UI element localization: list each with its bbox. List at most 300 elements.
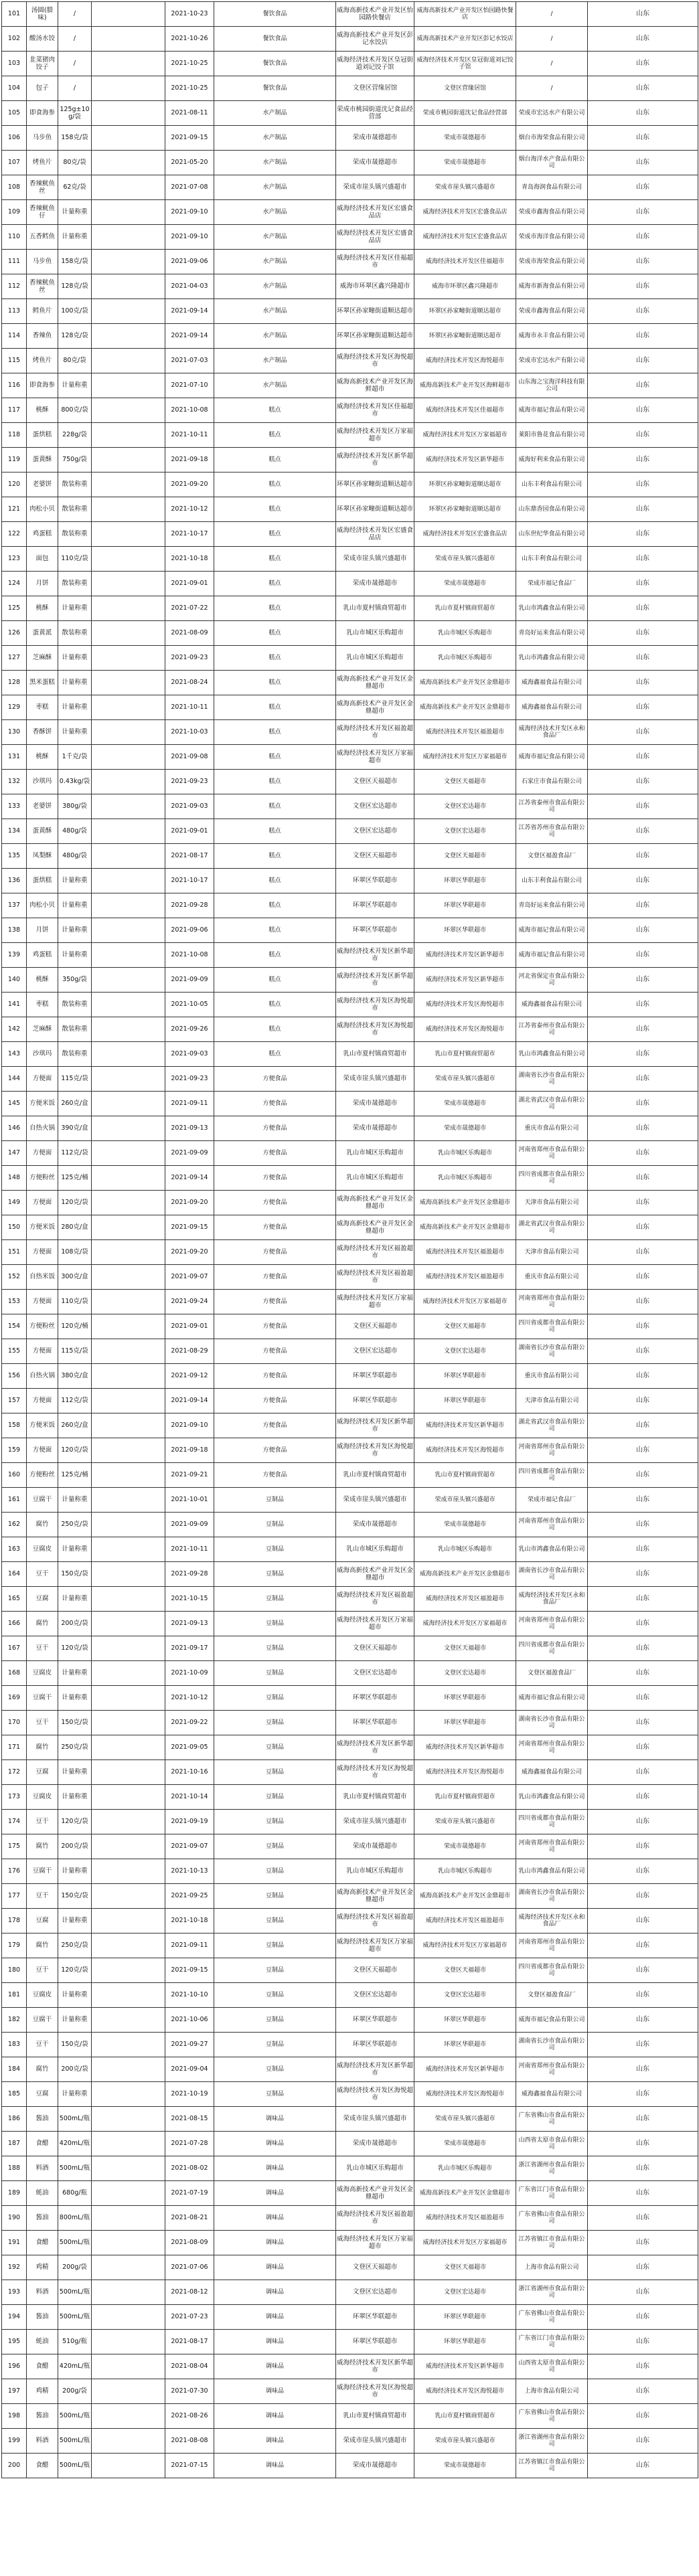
manufacturer-cell: 江苏省苏州市食品有限公司 <box>516 819 588 844</box>
manufacturer-cell: 河南省郑州市食品有限公司 <box>516 1290 588 1314</box>
table-row <box>2 52 698 76</box>
manufacturer-cell: 四川省成都市食品有限公司 <box>516 1314 588 1339</box>
sampled-unit-address-cell: 威海经济技术开发区福盈超市 <box>414 1240 516 1265</box>
blank-column-cell <box>92 1042 165 1067</box>
table-row <box>2 2033 698 2057</box>
table-row <box>2 1215 698 1240</box>
sampled-unit-cell: 荣成市崖头镇兴盛超市 <box>336 1810 414 1834</box>
sampled-unit-address-cell: 威海经济技术开发区海悦超市 <box>414 1438 516 1463</box>
blank-column-cell <box>92 646 165 671</box>
food-category-cell: 调味品 <box>214 2404 336 2429</box>
sampled-unit-address-cell: 威海高新技术产业开发区金鼎超市 <box>414 1191 516 1215</box>
sampled-unit-address-cell: 威海经济技术开发区福盈超市 <box>414 720 516 745</box>
blank-column-cell <box>92 1958 165 1983</box>
manufacturer-cell: / <box>516 76 588 101</box>
sampled-unit-address-cell: 威海经济技术开发区福盈超市 <box>414 1265 516 1290</box>
manufacturer-cell: 浙江省湖州市食品有限公司 <box>516 2280 588 2305</box>
sampled-unit-address-cell: 环翠区华联超市 <box>414 2305 516 2330</box>
province-cell: 山东 <box>588 1562 698 1587</box>
food-name-cell: 方便粉丝 <box>27 1166 58 1191</box>
food-name-cell: 老婆饼 <box>27 473 58 497</box>
blank-column-cell <box>92 1092 165 1116</box>
row-number-cell: 103 <box>2 52 27 76</box>
sampled-unit-address-cell: 文登区宏达超市 <box>414 1339 516 1364</box>
sampled-unit-cell: 环翠区华联超市 <box>336 2008 414 2033</box>
province-cell: 山东 <box>588 1884 698 1909</box>
blank-column-cell <box>92 423 165 448</box>
production-date-cell: 2021-10-08 <box>165 398 214 423</box>
table-row <box>2 1859 698 1884</box>
sampled-unit-address-cell: 乳山市城区乐购超市 <box>414 621 516 646</box>
table-row <box>2 448 698 473</box>
blank-column-cell <box>92 2 165 27</box>
manufacturer-cell: 四川省成都市食品有限公司 <box>516 1958 588 1983</box>
sampled-unit-address-cell: 荣成市桃园街道沈记食品经营部 <box>414 101 516 126</box>
sampled-unit-cell: 环翠区孙家疃街道顺达超市 <box>336 299 414 324</box>
sampled-unit-address-cell: 荣成市崖头镇兴盛超市 <box>414 547 516 572</box>
production-date-cell: 2021-07-23 <box>165 2305 214 2330</box>
row-number-cell: 133 <box>2 794 27 819</box>
table-row <box>2 200 698 225</box>
food-category-cell: 糕点 <box>214 398 336 423</box>
row-number-cell: 190 <box>2 2206 27 2231</box>
food-category-cell: 豆制品 <box>214 1513 336 1537</box>
row-number-cell: 130 <box>2 720 27 745</box>
production-date-cell: 2021-09-06 <box>165 250 214 274</box>
manufacturer-cell: 山东海之宝海洋科技有限公司 <box>516 373 588 398</box>
specification-cell: 散装称重 <box>58 1042 92 1067</box>
province-cell: 山东 <box>588 423 698 448</box>
table-row <box>2 2181 698 2206</box>
specification-cell: 200克/袋 <box>58 1834 92 1859</box>
manufacturer-cell: 威海鑫福食品有限公司 <box>516 993 588 1017</box>
sampled-unit-address-cell: 荣成市晟德超市 <box>414 1092 516 1116</box>
row-number-cell: 119 <box>2 448 27 473</box>
manufacturer-cell: 湖南省长沙市食品有限公司 <box>516 1339 588 1364</box>
row-number-cell: 109 <box>2 200 27 225</box>
food-category-cell: 调味品 <box>214 2107 336 2132</box>
food-category-cell: 豆制品 <box>214 1686 336 1711</box>
sampled-unit-cell: 威海经济技术开发区万家福超市 <box>336 745 414 770</box>
table-row <box>2 1760 698 1785</box>
table-row <box>2 1240 698 1265</box>
sampled-unit-address-cell: 威海经济技术开发区海悦超市 <box>414 2379 516 2404</box>
blank-column-cell <box>92 349 165 373</box>
province-cell: 山东 <box>588 893 698 918</box>
sampled-unit-cell: 荣成市晟德超市 <box>336 1834 414 1859</box>
row-number-cell: 113 <box>2 299 27 324</box>
table-row <box>2 695 698 720</box>
province-cell: 山东 <box>588 671 698 695</box>
blank-column-cell <box>92 225 165 250</box>
manufacturer-cell: 上海市食品有限公司 <box>516 2379 588 2404</box>
production-date-cell: 2021-09-14 <box>165 1389 214 1413</box>
province-cell: 山东 <box>588 869 698 893</box>
food-category-cell: 调味品 <box>214 2330 336 2354</box>
production-date-cell: 2021-09-01 <box>165 819 214 844</box>
province-cell: 山东 <box>588 1636 698 1661</box>
row-number-cell: 104 <box>2 76 27 101</box>
sampled-unit-address-cell: 威海经济技术开发区新华超市 <box>414 448 516 473</box>
manufacturer-cell: 湖北省武汉市食品有限公司 <box>516 1413 588 1438</box>
food-name-cell: 韭菜猪肉饺子 <box>27 52 58 76</box>
blank-column-cell <box>92 2156 165 2181</box>
sampled-unit-cell: 威海高新技术产业开发区怡园路快餐店 <box>336 2 414 27</box>
province-cell: 山东 <box>588 1983 698 2008</box>
food-name-cell: 芝麻酥 <box>27 646 58 671</box>
blank-column-cell <box>92 1735 165 1760</box>
production-date-cell: 2021-09-11 <box>165 1092 214 1116</box>
province-cell: 山东 <box>588 274 698 299</box>
food-name-cell: 枣糕 <box>27 993 58 1017</box>
manufacturer-cell: 浙江省湖州市食品有限公司 <box>516 2156 588 2181</box>
row-number-cell: 188 <box>2 2156 27 2181</box>
table-row <box>2 2305 698 2330</box>
blank-column-cell <box>92 1909 165 1934</box>
food-name-cell: 料酒 <box>27 2429 58 2454</box>
production-date-cell: 2021-09-23 <box>165 770 214 794</box>
food-category-cell: 水产制品 <box>214 274 336 299</box>
specification-cell: 250克/袋 <box>58 1735 92 1760</box>
manufacturer-cell: 河南省郑州市食品有限公司 <box>516 1735 588 1760</box>
sampled-unit-address-cell: 环翠区华联超市 <box>414 2330 516 2354</box>
manufacturer-cell: 天津市食品有限公司 <box>516 1389 588 1413</box>
specification-cell: / <box>58 76 92 101</box>
food-name-cell: 方便粉丝 <box>27 1463 58 1488</box>
row-number-cell: 162 <box>2 1513 27 1537</box>
sampled-unit-address-cell: 威海经济技术开发区新华超市 <box>414 1735 516 1760</box>
blank-column-cell <box>92 844 165 869</box>
food-category-cell: 调味品 <box>214 2206 336 2231</box>
sampled-unit-cell: 威海经济技术开发区万家福超市 <box>336 423 414 448</box>
row-number-cell: 105 <box>2 101 27 126</box>
food-category-cell: 调味品 <box>214 2156 336 2181</box>
sampled-unit-address-cell: 威海高新技术产业开发区金鼎超市 <box>414 1562 516 1587</box>
province-cell: 山东 <box>588 1265 698 1290</box>
sampled-unit-cell: 乳山市夏村镇商贸超市 <box>336 2404 414 2429</box>
food-name-cell: 即食海参 <box>27 373 58 398</box>
table-row <box>2 1166 698 1191</box>
table-row <box>2 1810 698 1834</box>
food-category-cell: 水产制品 <box>214 349 336 373</box>
province-cell: 山东 <box>588 695 698 720</box>
production-date-cell: 2021-08-04 <box>165 2354 214 2379</box>
row-number-cell: 136 <box>2 869 27 893</box>
table-row <box>2 1785 698 1810</box>
production-date-cell: 2021-10-19 <box>165 2082 214 2107</box>
specification-cell: 计量称重 <box>58 943 92 968</box>
province-cell: 山东 <box>588 1587 698 1612</box>
manufacturer-cell: 威海鑫福食品有限公司 <box>516 671 588 695</box>
blank-column-cell <box>92 274 165 299</box>
manufacturer-cell: 山东丰利食品有限公司 <box>516 547 588 572</box>
sampled-unit-address-cell: 威海经济技术开发区新华超市 <box>414 943 516 968</box>
food-name-cell: 鸡蛋糕 <box>27 522 58 547</box>
production-date-cell: 2021-10-05 <box>165 993 214 1017</box>
food-name-cell: 蛋烘糕 <box>27 869 58 893</box>
blank-column-cell <box>92 2132 165 2156</box>
sampled-unit-address-cell: 文登区天福超市 <box>414 1636 516 1661</box>
specification-cell: 80克/袋 <box>58 349 92 373</box>
food-name-cell: 马步鱼 <box>27 250 58 274</box>
sampled-unit-cell: 乳山市夏村镇商贸超市 <box>336 1463 414 1488</box>
blank-column-cell <box>92 1265 165 1290</box>
food-category-cell: 水产制品 <box>214 324 336 349</box>
blank-column-cell <box>92 943 165 968</box>
food-name-cell: 酱油 <box>27 2404 58 2429</box>
food-category-cell: 调味品 <box>214 2354 336 2379</box>
food-name-cell: 月饼 <box>27 918 58 943</box>
food-name-cell: 豆腐 <box>27 2082 58 2107</box>
province-cell: 山东 <box>588 101 698 126</box>
province-cell: 山东 <box>588 1785 698 1810</box>
food-category-cell: 糕点 <box>214 794 336 819</box>
province-cell: 山东 <box>588 1438 698 1463</box>
blank-column-cell <box>92 1463 165 1488</box>
food-category-cell: 糕点 <box>214 819 336 844</box>
food-name-cell: 蚝油 <box>27 2181 58 2206</box>
manufacturer-cell: 河南省郑州市食品有限公司 <box>516 1934 588 1958</box>
food-name-cell: 鳕鱼片 <box>27 299 58 324</box>
sampled-unit-cell: 环翠区华联超市 <box>336 1389 414 1413</box>
food-name-cell: 肉松小贝 <box>27 893 58 918</box>
blank-column-cell <box>92 1017 165 1042</box>
sampled-unit-cell: 威海市环翠区鑫兴隆超市 <box>336 274 414 299</box>
sampled-unit-address-cell: 威海经济技术开发区万家福超市 <box>414 2231 516 2255</box>
production-date-cell: 2021-09-05 <box>165 1735 214 1760</box>
manufacturer-cell: 威海经济技术开发区永和食品厂 <box>516 1909 588 1934</box>
sampled-unit-cell: 威海经济技术开发区海悦超市 <box>336 1438 414 1463</box>
row-number-cell: 194 <box>2 2305 27 2330</box>
table-row <box>2 1017 698 1042</box>
food-category-cell: 豆制品 <box>214 1661 336 1686</box>
food-category-cell: 方便食品 <box>214 1141 336 1166</box>
table-row <box>2 1686 698 1711</box>
sampled-unit-address-cell: 文登区宏达超市 <box>414 2280 516 2305</box>
sampled-unit-address-cell: 环翠区华联超市 <box>414 2008 516 2033</box>
production-date-cell: 2021-08-15 <box>165 2107 214 2132</box>
specification-cell: 112克/袋 <box>58 1389 92 1413</box>
province-cell: 山东 <box>588 646 698 671</box>
specification-cell: 150克/袋 <box>58 1884 92 1909</box>
food-name-cell: 豆干 <box>27 2033 58 2057</box>
province-cell: 山东 <box>588 1413 698 1438</box>
sampled-unit-address-cell: 威海经济技术开发区佳福超市 <box>414 250 516 274</box>
specification-cell: 计量称重 <box>58 1587 92 1612</box>
production-date-cell: 2021-09-21 <box>165 1463 214 1488</box>
sampled-unit-address-cell: 威海高新技术产业开发区金鼎超市 <box>414 1215 516 1240</box>
food-category-cell: 方便食品 <box>214 1067 336 1092</box>
province-cell: 山东 <box>588 1711 698 1735</box>
production-date-cell: 2021-09-10 <box>165 200 214 225</box>
sampled-unit-cell: 威海高新技术产业开发区金鼎超市 <box>336 2181 414 2206</box>
manufacturer-cell: 四川省成都市食品有限公司 <box>516 1810 588 1834</box>
food-category-cell: 糕点 <box>214 621 336 646</box>
manufacturer-cell: 青岛好运来食品有限公司 <box>516 893 588 918</box>
food-name-cell: 方便面 <box>27 1389 58 1413</box>
manufacturer-cell: 河南省郑州市食品有限公司 <box>516 1141 588 1166</box>
table-row <box>2 1661 698 1686</box>
province-cell: 山东 <box>588 2008 698 2033</box>
food-category-cell: 调味品 <box>214 2132 336 2156</box>
province-cell: 山东 <box>588 324 698 349</box>
food-category-cell: 餐饮食品 <box>214 2 336 27</box>
sampled-unit-cell: 威海高新技术产业开发区金鼎超市 <box>336 1191 414 1215</box>
food-name-cell: 方便粉丝 <box>27 1314 58 1339</box>
row-number-cell: 195 <box>2 2330 27 2354</box>
production-date-cell: 2021-09-28 <box>165 893 214 918</box>
food-name-cell: 豆干 <box>27 1958 58 1983</box>
sampled-unit-cell: 威海经济技术开发区新华超市 <box>336 968 414 993</box>
row-number-cell: 167 <box>2 1636 27 1661</box>
food-category-cell: 豆制品 <box>214 1884 336 1909</box>
row-number-cell: 155 <box>2 1339 27 1364</box>
manufacturer-cell: 湖南省长沙市食品有限公司 <box>516 1562 588 1587</box>
table-row <box>2 1438 698 1463</box>
blank-column-cell <box>92 2280 165 2305</box>
sampled-unit-cell: 威海经济技术开发区福盈超市 <box>336 1909 414 1934</box>
blank-column-cell <box>92 1859 165 1884</box>
production-date-cell: 2021-09-14 <box>165 1166 214 1191</box>
specification-cell: 散装称重 <box>58 473 92 497</box>
sampled-unit-address-cell: 文登区天福超市 <box>414 1314 516 1339</box>
sampled-unit-cell: 威海经济技术开发区福盈超市 <box>336 1587 414 1612</box>
specification-cell: 150克/袋 <box>58 1562 92 1587</box>
food-name-cell: 豆腐干 <box>27 1686 58 1711</box>
specification-cell: 1千克/袋 <box>58 745 92 770</box>
sampled-unit-address-cell: 威海经济技术开发区新华超市 <box>414 1413 516 1438</box>
row-number-cell: 163 <box>2 1537 27 1562</box>
specification-cell: 250克/袋 <box>58 1513 92 1537</box>
sampled-unit-cell: 荣成市崖头镇兴盛超市 <box>336 547 414 572</box>
specification-cell: 260克/盒 <box>58 1413 92 1438</box>
row-number-cell: 117 <box>2 398 27 423</box>
production-date-cell: 2021-09-11 <box>165 1934 214 1958</box>
specification-cell: 200克/袋 <box>58 2057 92 2082</box>
food-category-cell: 餐饮食品 <box>214 76 336 101</box>
manufacturer-cell: 山东鼎香园食品有限公司 <box>516 497 588 522</box>
table-row <box>2 1612 698 1636</box>
table-row <box>2 76 698 101</box>
table-row <box>2 547 698 572</box>
manufacturer-cell: 威海鑫福食品有限公司 <box>516 2082 588 2107</box>
specification-cell: 计量称重 <box>58 918 92 943</box>
food-name-cell: 自热火锅 <box>27 1364 58 1389</box>
province-cell: 山东 <box>588 819 698 844</box>
manufacturer-cell: 重庆市食品有限公司 <box>516 1364 588 1389</box>
manufacturer-cell: 江苏省镇江市食品有限公司 <box>516 2454 588 2478</box>
sampled-unit-cell: 威海经济技术开发区皇冠街道刘记饺子馆 <box>336 52 414 76</box>
food-category-cell: 豆制品 <box>214 1834 336 1859</box>
row-number-cell: 144 <box>2 1067 27 1092</box>
specification-cell: 510g/瓶 <box>58 2330 92 2354</box>
province-cell: 山东 <box>588 225 698 250</box>
row-number-cell: 153 <box>2 1290 27 1314</box>
blank-column-cell <box>92 398 165 423</box>
specification-cell: 380g/袋 <box>58 794 92 819</box>
sampled-unit-cell: 威海经济技术开发区新华超市 <box>336 943 414 968</box>
province-cell: 山东 <box>588 2379 698 2404</box>
province-cell: 山东 <box>588 126 698 151</box>
specification-cell: 120克/袋 <box>58 1958 92 1983</box>
blank-column-cell <box>92 497 165 522</box>
sampled-unit-cell: 荣成市崖头镇兴盛超市 <box>336 1067 414 1092</box>
specification-cell: 420mL/瓶 <box>58 2354 92 2379</box>
manufacturer-cell: 上海市食品有限公司 <box>516 2255 588 2280</box>
table-row <box>2 844 698 869</box>
sampled-unit-cell: 威海经济技术开发区万家福超市 <box>336 1934 414 1958</box>
province-cell: 山东 <box>588 2156 698 2181</box>
food-name-cell: 沙琪玛 <box>27 1042 58 1067</box>
manufacturer-cell: 河南省郑州市食品有限公司 <box>516 1438 588 1463</box>
table-row <box>2 2280 698 2305</box>
row-number-cell: 187 <box>2 2132 27 2156</box>
sampled-unit-address-cell: 环翠区华联超市 <box>414 918 516 943</box>
food-category-cell: 豆制品 <box>214 1934 336 1958</box>
sampled-unit-address-cell: 威海高新技术产业开发区金鼎超市 <box>414 2181 516 2206</box>
row-number-cell: 196 <box>2 2354 27 2379</box>
table-row <box>2 2082 698 2107</box>
food-category-cell: 豆制品 <box>214 2057 336 2082</box>
production-date-cell: 2021-07-19 <box>165 2181 214 2206</box>
blank-column-cell <box>92 250 165 274</box>
specification-cell: 125克/桶 <box>58 1166 92 1191</box>
manufacturer-cell: 山西省太原市食品有限公司 <box>516 2132 588 2156</box>
food-name-cell: 鸡精 <box>27 2379 58 2404</box>
blank-column-cell <box>92 1389 165 1413</box>
food-name-cell: 方便面 <box>27 1141 58 1166</box>
specification-cell: 280克/盒 <box>58 1215 92 1240</box>
row-number-cell: 166 <box>2 1612 27 1636</box>
food-category-cell: 方便食品 <box>214 1191 336 1215</box>
sampled-unit-cell: 威海经济技术开发区新华超市 <box>336 1413 414 1438</box>
row-number-cell: 121 <box>2 497 27 522</box>
food-category-cell: 调味品 <box>214 2454 336 2478</box>
table-row <box>2 745 698 770</box>
sampled-unit-address-cell: 环翠区孙家疃街道顺达超市 <box>414 473 516 497</box>
manufacturer-cell: 威海市福记食品有限公司 <box>516 2008 588 2033</box>
manufacturer-cell: 文登区福盈食品厂 <box>516 1983 588 2008</box>
sampled-unit-address-cell: 环翠区华联超市 <box>414 869 516 893</box>
province-cell: 山东 <box>588 621 698 646</box>
blank-column-cell <box>92 1537 165 1562</box>
production-date-cell: 2021-09-07 <box>165 1834 214 1859</box>
row-number-cell: 134 <box>2 819 27 844</box>
sampled-unit-cell: 荣成市晟德超市 <box>336 572 414 596</box>
food-name-cell: 香辣鱿鱼丝 <box>27 274 58 299</box>
food-name-cell: 烤鱼片 <box>27 349 58 373</box>
sampled-unit-address-cell: 文登区天福超市 <box>414 844 516 869</box>
table-row <box>2 1389 698 1413</box>
production-date-cell: 2021-08-11 <box>165 101 214 126</box>
manufacturer-cell: 文登区福盈食品厂 <box>516 844 588 869</box>
row-number-cell: 198 <box>2 2404 27 2429</box>
sampled-unit-address-cell: 威海高新技术产业开发区金鼎超市 <box>414 671 516 695</box>
sampled-unit-cell: 环翠区华联超市 <box>336 1686 414 1711</box>
manufacturer-cell: 河北省保定市食品有限公司 <box>516 968 588 993</box>
table-row <box>2 1339 698 1364</box>
table-row <box>2 1141 698 1166</box>
specification-cell: 300克/盒 <box>58 1265 92 1290</box>
specification-cell: 计量称重 <box>58 869 92 893</box>
sampled-unit-address-cell: 荣成市崖头镇兴盛超市 <box>414 1488 516 1513</box>
manufacturer-cell: 荣成市海荣食品有限公司 <box>516 250 588 274</box>
table-row <box>2 943 698 968</box>
manufacturer-cell: 浙江省湖州市食品有限公司 <box>516 2429 588 2454</box>
blank-column-cell <box>92 1339 165 1364</box>
province-cell: 山东 <box>588 2454 698 2478</box>
blank-column-cell <box>92 2008 165 2033</box>
